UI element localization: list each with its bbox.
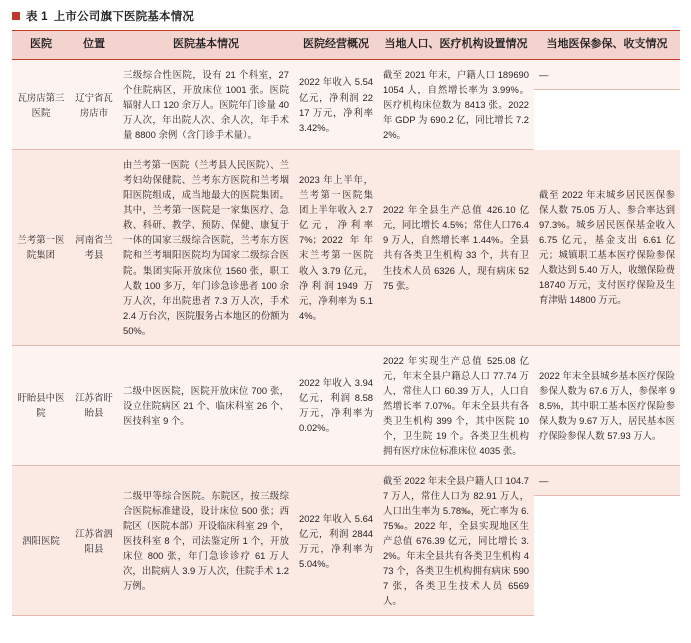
table-row (12, 59, 680, 149)
column-header-insurance: 当地医保参保、收支情况 (534, 31, 680, 60)
cell-operations: 2022 年收入 5.54 亿元，净利润 2217 万元，净利率 3.42%。 (294, 59, 378, 149)
cell-location: 辽宁省瓦房店市 (70, 59, 118, 149)
cell-population: 2022 年实现生产总值 525.08 亿元，年末全县户籍总人口 77.74 万人，常住人口 60.39 万人，人口自然增长率 7.07%。年末全县共有各类卫生机构 399 个，其中医院 10 个，卫生院 19 个。各类卫生机构拥有医疗床位标准床位 4035 张。 (378, 345, 534, 465)
table-row (12, 150, 680, 346)
cell-hospital: 泗阳医院 (12, 466, 70, 616)
cell-operations: 2022 年收入 3.94 亿元，利润 8.58 万元，净利率为 0.02%。 (294, 345, 378, 465)
cell-location: 河南省兰考县 (70, 150, 118, 346)
table-caption (0, 0, 691, 30)
column-header-hospital: 医院 (12, 31, 70, 60)
square-bullet-icon (12, 12, 20, 20)
cell-basic: 由兰考第一医院（兰考县人民医院）、兰考妇幼保健院、兰考东方医院和兰考堌阳医院组成，成当地最大的医院集团。其中，兰考第一医院是一家集医疗、急救、科研、教学、预防、保健、康复于一体的国家三级综合医院，兰考东方医院和兰考堌阳医院均为国家二级综合医院。集团实际开放床位 1560 张，职工人数 100 多万，年门诊急诊患者 100 余万人次，年出院患者 7.3 万人次，手术 2.4 万台次，医院服务占本地区的份额为 50%。 (118, 150, 294, 346)
cell-insurance: 截至 2022 年末城乡居民医保参保人数 75.05 万人、参合率达到 97.3%。城乡居民医保基金收入 6.75 亿元，基金支出 6.61 亿元；城镇职工基本医疗保险参保人数达到 5.40 万人，收缴保险费 18740 万元，支付医疗保险及生育津贴 14800 万元。 (534, 150, 680, 346)
cell-basic: 二级甲等综合医院。东院区，按三级综合医院标准建设，设计床位 500 张；西院区（医院本部）开设临床科室 29 个，医技科室 8 个，司法鉴定所 1 个，开放床位 800 张，年门急诊诊疗 61 万人次，出院病人 3.9 万人次，住院手术 1.2 万例。 (118, 466, 294, 616)
table-row (12, 466, 680, 616)
cell-operations: 2023 年上半年，兰考第一医院集团上半年收入 2.7 亿元，净利率 7%；2022 年年末兰考第一医院收入 3.79 亿元，净利润1949 万元，净利率为 5.14%。 (294, 150, 378, 346)
column-header-operations: 医院经营概况 (294, 31, 378, 60)
cell-operations: 2022 年收入 5.64 亿元，利润 2844 万元，净利率为 5.04%。 (294, 466, 378, 616)
table-caption-label: 表 1 (26, 11, 48, 23)
cell-insurance: — (534, 60, 680, 90)
cell-population: 截至 2022 年末全县户籍人口 104.77 万人，常住人口为 82.91 万人，人口出生率为 5.78‰，死亡率为 6.75‰。2022 年，全县实现地区生产总值 676.39 亿元，同比增长 3.2%。年末全县共有各类卫生机构 473 个，各类卫生机构拥有病床 5907 张，各类卫生技术人员 6569 人。 (378, 466, 534, 616)
cell-hospital: 瓦房店第三医院 (12, 59, 70, 149)
cell-insurance: 2022 年末全县城乡基本医疗保险参保人数为 67.6 万人，参保率 98.5%，其中职工基本医疗保险参保人数为 9.67 万人，居民基本医疗保险参保人数 57.93 万人。 (534, 345, 680, 465)
cell-basic: 二级中医医院，医院开放床位 700 张，设立住院病区 21 个、临床科室 26 个、医技科室 9 个。 (118, 345, 294, 465)
cell-population: 截至 2021 年末，户籍人口 1896901054 人，自然增长率为 3.99%。医疗机构床位数为 8413 张。2022 年 GDP 为 690.2 亿，同比增长 7.22%。 (378, 59, 534, 149)
table-row (12, 345, 680, 465)
column-header-basic: 医院基本情况 (118, 31, 294, 60)
cell-insurance: — (534, 466, 680, 496)
hospital-table (12, 30, 680, 616)
cell-population: 2022 年全县生产总值 426.10 亿元，同比增长 4.5%；常住人口76.49 万人，自然增长率 1.44%。全县共有各类卫生机构 33 个，共有卫生技术人员 6326 人，现有病床 5275 张。 (378, 150, 534, 346)
table-header-row (12, 31, 680, 60)
cell-location: 江苏省盱眙县 (70, 345, 118, 465)
cell-hospital: 兰考第一医院集团 (12, 150, 70, 346)
cell-basic: 三级综合性医院，设有 21 个科室，27 个住院病区，开放床位 1001 张。医院辐射人口 120 余万人。医院年门诊量 40 万人次，年出院人次、余人次，年手术量 8800 余例（含门诊手术量）。 (118, 59, 294, 149)
column-header-population: 当地人口、医疗机构设置情况 (378, 31, 534, 60)
table-caption-title: 上市公司旗下医院基本情况 (53, 11, 195, 23)
column-header-location: 位置 (70, 31, 118, 60)
cell-location: 江苏省泗阳县 (70, 466, 118, 616)
cell-hospital: 盱眙县中医院 (12, 345, 70, 465)
